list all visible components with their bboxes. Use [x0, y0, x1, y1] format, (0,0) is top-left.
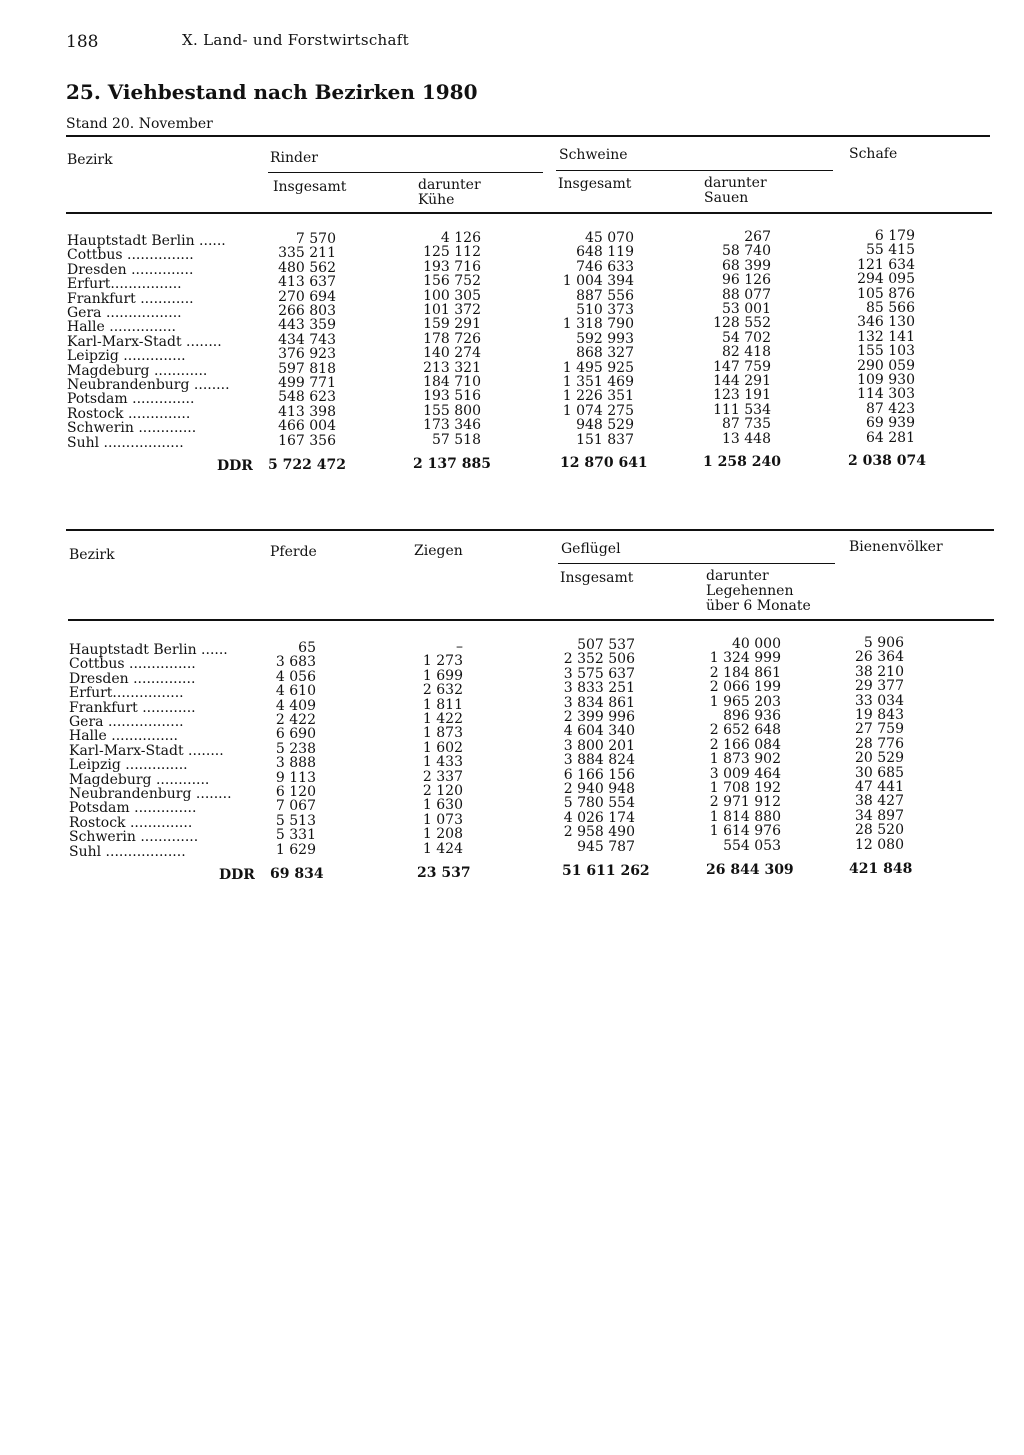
- table-cell: 20 529: [855, 750, 904, 767]
- total-schweine-insgesamt: 12 870 641: [560, 455, 648, 471]
- table-cell: 140 274: [423, 345, 481, 362]
- header-darunter-kuehe-2: Kühe: [418, 192, 455, 208]
- table-cell: 155 103: [857, 343, 915, 360]
- table-cell: 26 364: [855, 649, 904, 666]
- header-darunter-kuehe-1: darunter: [418, 177, 481, 193]
- bezirk-label: Gera .................: [69, 714, 184, 731]
- table-cell: 480 562: [278, 259, 336, 276]
- table-cell: 1 495 925: [562, 359, 634, 376]
- table-cell: 128 552: [713, 315, 771, 332]
- table-cell: 87 735: [722, 416, 771, 433]
- table-cell: 1 614 976: [709, 823, 781, 840]
- table-cell: 109 930: [857, 372, 915, 389]
- table-cell: 88 077: [722, 286, 771, 303]
- table-cell: 2 422: [275, 712, 316, 729]
- ziegen-column: [400, 640, 463, 856]
- header-gefluegel: Geflügel: [561, 541, 621, 557]
- table-cell: 100 305: [423, 287, 481, 304]
- table-cell: 9 113: [275, 769, 316, 786]
- table-cell: 19 843: [855, 707, 904, 724]
- table-cell: 270 694: [278, 288, 336, 305]
- table-cell: 2 652 648: [709, 722, 781, 739]
- schweine-insgesamt-column: [540, 231, 634, 447]
- bezirk-label: Dresden ..............: [69, 670, 196, 687]
- header-bottom-rule: [66, 212, 992, 214]
- table-cell: 125 112: [423, 244, 481, 261]
- table-cell: 38 210: [855, 663, 904, 680]
- table-cell: 65: [298, 640, 316, 656]
- table-cell: 4 610: [275, 683, 316, 700]
- bezirk-label: Karl-Marx-Stadt ........: [69, 742, 224, 759]
- table-cell: 1 073: [422, 811, 463, 828]
- table-cell: 1 424: [422, 840, 463, 857]
- table-cell: 167 356: [278, 432, 336, 449]
- table-cell: 2 184 861: [709, 664, 781, 681]
- table-cell: 4 409: [275, 697, 316, 714]
- table-cell: 29 377: [855, 678, 904, 695]
- schweine-rule: [556, 170, 833, 171]
- table-cell: 68 399: [722, 257, 771, 274]
- table-cell: 30 685: [855, 764, 904, 781]
- table-cell: 887 556: [576, 287, 634, 304]
- table-cell: 87 423: [866, 400, 915, 417]
- table-cell: 413 637: [278, 274, 336, 291]
- table-cell: 1 004 394: [562, 273, 634, 290]
- bezirk-label: Schwerin .............: [69, 829, 199, 846]
- total-gefluegel-insgesamt: 51 611 262: [562, 863, 650, 879]
- bezirk-label: Erfurt................: [69, 685, 184, 702]
- total-rinder-insgesamt: 5 722 472: [268, 457, 346, 473]
- table-cell: 123 191: [713, 387, 771, 404]
- schweine-sauen-column: [690, 230, 771, 446]
- table-cell: 184 710: [423, 374, 481, 391]
- table-cell: 1 602: [422, 739, 463, 756]
- table-cell: 47 441: [855, 779, 904, 796]
- table-cell: 7 067: [275, 798, 316, 815]
- header-rinder-insgesamt: Insgesamt: [273, 179, 347, 195]
- bezirk-label: Neubrandenburg ........: [67, 377, 230, 394]
- table-cell: 294 095: [857, 271, 915, 288]
- table-cell: 28 776: [855, 735, 904, 752]
- table-cell: 27 759: [855, 721, 904, 738]
- table-cell: 155 800: [423, 402, 481, 419]
- gefluegel-rule: [558, 563, 835, 564]
- total-label: DDR: [217, 458, 253, 474]
- bezirk-label: Cottbus ...............: [67, 247, 194, 264]
- gefluegel-insgesamt-column: [540, 638, 635, 854]
- table-cell: 64 281: [866, 429, 915, 446]
- table-cell: 1 630: [422, 797, 463, 814]
- total-schweine-sauen: 1 258 240: [703, 454, 781, 470]
- table-cell: 507 537: [577, 637, 635, 653]
- bezirk-label: Neubrandenburg ........: [69, 786, 232, 803]
- page-number: 188: [66, 32, 99, 52]
- table-cell: 2 971 912: [709, 794, 781, 811]
- header-gefluegel-insgesamt: Insgesamt: [560, 570, 634, 586]
- table-cell: 114 303: [857, 386, 915, 403]
- bezirk-label: Magdeburg ............: [69, 771, 210, 788]
- table-cell: 1 351 469: [562, 374, 634, 391]
- table-cell: 1 226 351: [562, 388, 634, 405]
- table-cell: 1 629: [275, 841, 316, 858]
- table-cell: 376 923: [278, 346, 336, 363]
- table-cell: 945 787: [577, 838, 635, 855]
- table-cell: 510 373: [576, 302, 634, 319]
- bienenvoelker-column: [820, 636, 904, 852]
- table-cell: 38 427: [855, 793, 904, 810]
- table-cell: 948 529: [576, 417, 634, 434]
- table-cell: 499 771: [278, 375, 336, 392]
- table-cell: 69 939: [866, 415, 915, 432]
- table-cell: 1 873 902: [709, 751, 781, 768]
- rinder-kuehe-column: [390, 231, 481, 447]
- table-cell: 746 633: [576, 258, 634, 275]
- header-darunter-sauen-2: Sauen: [704, 190, 749, 206]
- table-cell: 121 634: [857, 256, 915, 273]
- table-cell: 193 516: [423, 388, 481, 405]
- bezirk-label: Magdeburg ............: [67, 362, 208, 379]
- bezirk-label: Suhl ..................: [67, 434, 184, 451]
- bezirk-label: Frankfurt ............: [67, 290, 194, 307]
- table-cell: 6 166 156: [563, 766, 635, 783]
- table-cell: 5 513: [275, 812, 316, 829]
- bezirk-label: Rostock ..............: [67, 405, 191, 422]
- table-cell: 1 422: [422, 711, 463, 728]
- table-cell: 2 399 996: [563, 709, 635, 726]
- table-cell: 159 291: [423, 316, 481, 333]
- table-cell: 648 119: [576, 244, 634, 261]
- table-cell: 548 623: [278, 389, 336, 406]
- header-legehennen-3: über 6 Monate: [706, 598, 811, 614]
- header-legehennen-2: Legehennen: [706, 583, 794, 599]
- table-cell: 3 009 464: [709, 765, 781, 782]
- total-pferde: 69 834: [270, 866, 324, 882]
- table-cell: 597 818: [278, 360, 336, 377]
- table-cell: 144 291: [713, 373, 771, 390]
- table-cell: 592 993: [576, 330, 634, 347]
- header-darunter-sauen-1: darunter: [704, 175, 767, 191]
- header-rinder: Rinder: [270, 150, 318, 166]
- table-cell: 173 346: [423, 417, 481, 434]
- table-cell: 1 208: [422, 826, 463, 843]
- table-cell: 1 699: [422, 667, 463, 684]
- table-cell: 193 716: [423, 258, 481, 275]
- bezirk-label: Leipzig ..............: [67, 348, 186, 365]
- table-cell: 3 834 861: [563, 694, 635, 711]
- table-cell: 147 759: [713, 358, 771, 375]
- table-cell: –: [456, 639, 463, 655]
- top-rule-2: [66, 529, 994, 531]
- table-cell: 346 130: [857, 314, 915, 331]
- table-cell: 58 740: [722, 243, 771, 260]
- table-cell: 5 331: [275, 827, 316, 844]
- table-cell: 1 811: [422, 696, 463, 713]
- bezirk-label: Potsdam ..............: [67, 391, 195, 408]
- table-cell: 3 575 637: [563, 665, 635, 682]
- table-cell: 2 066 199: [709, 679, 781, 696]
- table-cell: 6 120: [275, 784, 316, 801]
- table-cell: 85 566: [866, 300, 915, 317]
- table-cell: 156 752: [423, 273, 481, 290]
- schafe-column: [820, 229, 915, 445]
- table-cell: 12 080: [855, 836, 904, 853]
- chapter-title: X. Land- und Forstwirtschaft: [182, 31, 409, 49]
- total-bienenvoelker: 421 848: [849, 861, 913, 877]
- table-cell: 1 074 275: [562, 402, 634, 419]
- table-cell: 466 004: [278, 418, 336, 435]
- bezirk-label: Potsdam ..............: [69, 800, 197, 817]
- table-cell: 151 837: [576, 431, 634, 448]
- bezirk-label: Leipzig ..............: [69, 757, 188, 774]
- table-cell: 896 936: [723, 708, 781, 725]
- table-cell: 413 398: [278, 403, 336, 420]
- table-cell: 335 211: [278, 245, 336, 262]
- table-cell: 3 884 824: [563, 752, 635, 769]
- table-cell: 267: [744, 229, 771, 245]
- table-cell: 213 321: [423, 359, 481, 376]
- table-cell: 45 070: [585, 230, 634, 246]
- bezirk-label: Halle ...............: [67, 319, 176, 336]
- table-cell: 4 026 174: [563, 809, 635, 826]
- table-cell: 1 873: [422, 725, 463, 742]
- table-cell: 3 683: [275, 654, 316, 671]
- legehennen-column: [690, 637, 781, 853]
- table-cell: 2 632: [422, 682, 463, 699]
- pferde-column: [250, 641, 316, 857]
- table-cell: 6 690: [275, 726, 316, 743]
- table-cell: 2 337: [422, 768, 463, 785]
- table-cell: 101 372: [423, 302, 481, 319]
- table-cell: 111 534: [713, 401, 771, 418]
- header-bienenvoelker: Bienenvölker: [849, 539, 943, 555]
- table-cell: 1 318 790: [562, 316, 634, 333]
- header-schafe: Schafe: [849, 146, 898, 162]
- table-cell: 2 166 084: [709, 736, 781, 753]
- table-cell: 54 702: [722, 329, 771, 346]
- table-cell: 1 433: [422, 754, 463, 771]
- table-title: 25. Viehbestand nach Bezirken 1980: [66, 80, 478, 104]
- table-cell: 3 888: [275, 755, 316, 772]
- total-schafe: 2 038 074: [848, 453, 926, 469]
- table-cell: 443 359: [278, 317, 336, 334]
- header-schweine: Schweine: [559, 147, 628, 163]
- table-cell: 96 126: [722, 272, 771, 289]
- header-bezirk: Bezirk: [67, 152, 113, 168]
- table-cell: 2 120: [422, 783, 463, 800]
- table-cell: 2 352 506: [563, 651, 635, 668]
- table-cell: 105 876: [857, 285, 915, 302]
- table-cell: 2 940 948: [563, 781, 635, 798]
- bezirk-label: Dresden ..............: [67, 261, 194, 278]
- table-subtitle: Stand 20. November: [66, 116, 213, 132]
- header-ziegen: Ziegen: [414, 543, 463, 559]
- bezirk-label: Halle ...............: [69, 728, 178, 745]
- table-cell: 13 448: [722, 430, 771, 447]
- table-cell: 34 897: [855, 807, 904, 824]
- header-legehennen-1: darunter: [706, 568, 769, 584]
- total-rinder-kuehe: 2 137 885: [413, 456, 491, 472]
- bezirk-label: Hauptstadt Berlin ......: [69, 642, 228, 658]
- bezirk-label: Cottbus ...............: [69, 656, 196, 673]
- bezirk-label: Erfurt................: [67, 276, 182, 293]
- table-cell: 434 743: [278, 331, 336, 348]
- table-cell: 5 238: [275, 740, 316, 757]
- table-cell: 82 418: [722, 344, 771, 361]
- rinder-insgesamt-column: [250, 232, 336, 448]
- table-cell: 3 833 251: [563, 680, 635, 697]
- rinder-rule: [268, 172, 543, 173]
- bezirk-label: Frankfurt ............: [69, 699, 196, 716]
- table-cell: 4 604 340: [563, 723, 635, 740]
- header-pferde: Pferde: [270, 544, 317, 560]
- table-cell: 4 126: [440, 230, 481, 246]
- bezirk-label: Hauptstadt Berlin ......: [67, 233, 226, 249]
- table-cell: 28 520: [855, 822, 904, 839]
- total-label-2: DDR: [219, 867, 255, 883]
- table-cell: 55 415: [866, 242, 915, 259]
- table-cell: 1 708 192: [709, 780, 781, 797]
- bezirk-label: Schwerin .............: [67, 420, 197, 437]
- total-ziegen: 23 537: [417, 865, 471, 881]
- table-cell: 266 803: [278, 303, 336, 320]
- table-cell: 554 053: [723, 837, 781, 854]
- bezirk-label: Gera .................: [67, 305, 182, 322]
- total-legehennen: 26 844 309: [706, 862, 794, 878]
- top-rule: [66, 135, 990, 137]
- table-cell: 6 179: [874, 228, 915, 244]
- table-cell: 5 906: [863, 635, 904, 651]
- table-cell: 57 518: [432, 431, 481, 448]
- bezirk-label: Karl-Marx-Stadt ........: [67, 333, 222, 350]
- bezirk-column: [67, 234, 257, 450]
- bezirk-column-2: [69, 643, 259, 859]
- table-cell: 1 965 203: [709, 693, 781, 710]
- table-cell: 40 000: [732, 636, 781, 652]
- table-cell: 178 726: [423, 330, 481, 347]
- table-cell: 1 814 880: [709, 808, 781, 825]
- table-cell: 290 059: [857, 357, 915, 374]
- table-cell: 53 001: [722, 301, 771, 318]
- header-bottom-rule-2: [68, 619, 994, 621]
- table-cell: 5 780 554: [563, 795, 635, 812]
- table-cell: 132 141: [857, 328, 915, 345]
- header-bezirk-2: Bezirk: [69, 547, 115, 563]
- table-cell: 1 324 999: [709, 650, 781, 667]
- table-cell: 4 056: [275, 668, 316, 685]
- table-cell: 868 327: [576, 345, 634, 362]
- table-cell: 1 273: [422, 653, 463, 670]
- header-schweine-insgesamt: Insgesamt: [558, 176, 632, 192]
- table-cell: 3 800 201: [563, 737, 635, 754]
- table-cell: 2 958 490: [563, 824, 635, 841]
- bezirk-label: Suhl ..................: [69, 843, 186, 860]
- bezirk-label: Rostock ..............: [69, 814, 193, 831]
- table-cell: 33 034: [855, 692, 904, 709]
- table-cell: 7 570: [295, 231, 336, 247]
